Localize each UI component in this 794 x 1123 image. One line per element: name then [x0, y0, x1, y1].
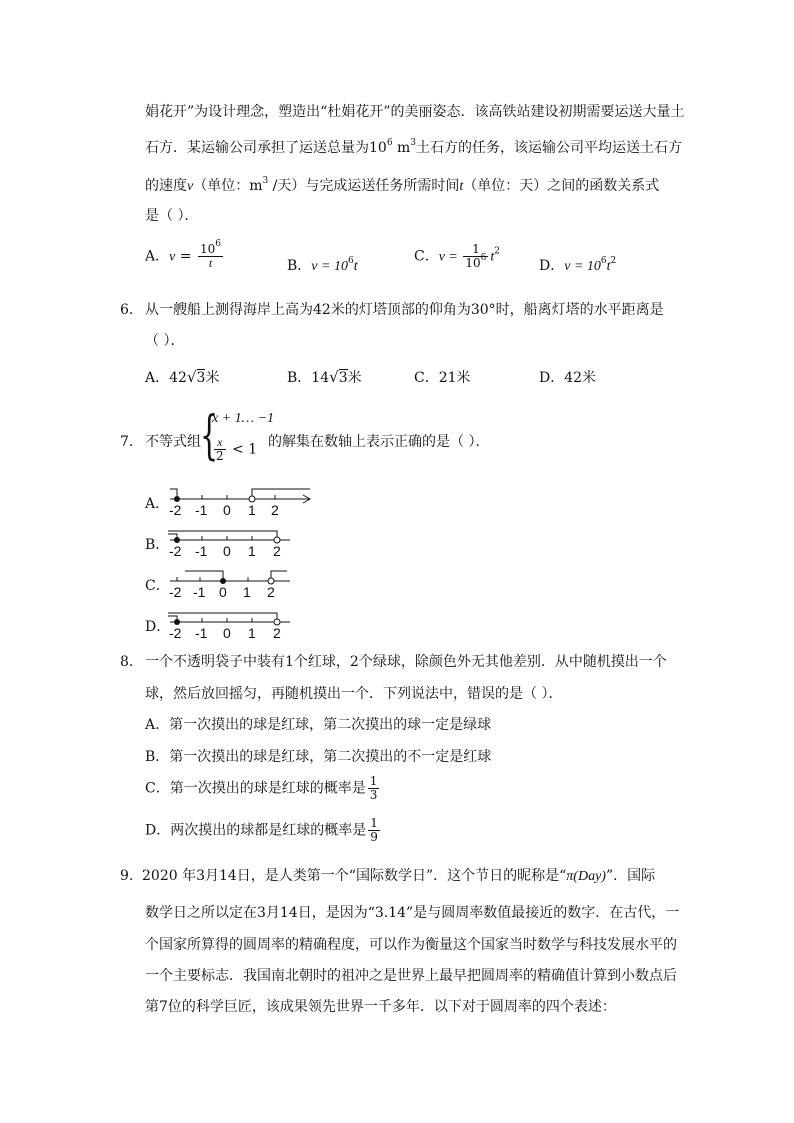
- svg-text:2: 2: [273, 625, 281, 641]
- svg-text:-2: -2: [169, 584, 182, 600]
- q5-option-d[interactable]: D．$v = 10^6t^2$: [539, 256, 617, 274]
- option-label: D．: [145, 619, 171, 635]
- svg-text:1: 1: [248, 502, 256, 518]
- q6-number: 6.: [120, 302, 134, 318]
- svg-text:-1: -1: [195, 502, 208, 518]
- svg-text:0: 0: [223, 502, 231, 518]
- q8-option-a[interactable]: A．第一次摸出的球是红球，第二次摸出的球一定是绿球: [145, 717, 492, 733]
- svg-text:1: 1: [243, 584, 251, 600]
- q9-line-5: 第7位的科学巨匠，该成果领先世界一千多年．以下对于圆周率的四个表述：: [145, 999, 616, 1015]
- q6-option-d[interactable]: D．42米: [539, 370, 597, 386]
- q5-line-4: 是（ ）．: [145, 208, 199, 224]
- svg-text:1: 1: [248, 543, 256, 559]
- q6-option-a[interactable]: A．42√3米: [145, 368, 220, 386]
- svg-text:1: 1: [248, 625, 256, 641]
- svg-text:-2: -2: [169, 543, 182, 559]
- svg-text:0: 0: [219, 584, 227, 600]
- q8-line-2: 球，然后放回摇匀，再随机摸出一个．下列说法中，错误的是（ ）．: [145, 686, 563, 702]
- number-line-b: [165, 528, 325, 560]
- q7-inequality-1: x + 1… −1: [212, 411, 275, 426]
- brace-symbol: {: [200, 406, 219, 466]
- q5-line-1: 娟花开”为设计理念，塑造出“杜娟花开”的美丽姿态．该高铁站建设初期需要运送大量土: [145, 104, 685, 120]
- svg-text:-1: -1: [193, 584, 206, 600]
- svg-text:-2: -2: [169, 502, 182, 518]
- q9-line-2: 数学日之所以定在3月14日，是因为“3.14”是与圆周率数值最接近的数字．在古代，一: [145, 905, 680, 921]
- q8-option-d[interactable]: D．两次摸出的球都是红球的概率是 $\frac{1}{9}$: [145, 816, 378, 844]
- option-label: B．: [145, 537, 170, 553]
- q8-option-b[interactable]: B．第一次摸出的球是红球，第二次摸出的不一定是红球: [145, 749, 492, 765]
- q7-intro: 不等式组: [145, 434, 201, 450]
- q6-option-b[interactable]: B．14√3米: [287, 368, 362, 386]
- q5-line-2: 石方．某运输公司承担了运送总量为$10^6$ $m^3$土石方的任务，该运输公司平均运送土石方: [145, 138, 683, 156]
- number-line-c: [165, 569, 325, 601]
- q6-line-2: （ ）．: [145, 333, 185, 349]
- q5-option-a[interactable]: A．v = $\frac{10^6}{t}$: [145, 239, 221, 270]
- svg-text:-1: -1: [195, 625, 208, 641]
- svg-text:2: 2: [271, 502, 279, 518]
- q7-inequality-system: [200, 406, 275, 470]
- q5-option-c[interactable]: C．v = $\frac{1}{10^6}$ $t^2$: [414, 242, 501, 270]
- q8-option-c[interactable]: C．第一次摸出的球是红球的概率是 $\frac{1}{3}$: [145, 774, 378, 802]
- number-line-a: [165, 487, 325, 519]
- q7-number: 7.: [120, 434, 134, 450]
- svg-text:-2: -2: [169, 625, 182, 641]
- q9-line-3: 个国家所算得的圆周率的精确程度，可以作为衡量这个国家当时数学与科技发展水平的: [145, 937, 677, 953]
- q6-line-1: 从一艘船上测得海岸上高为42米的灯塔顶部的仰角为30°时，船离灯塔的水平距离是: [145, 302, 664, 318]
- q8-line-1: 一个不透明袋子中装有1个红球，2个绿球，除颜色外无其他差别．从中随机摸出一个: [145, 654, 667, 670]
- svg-text:0: 0: [223, 543, 231, 559]
- svg-text:2: 2: [267, 584, 275, 600]
- q9-number: 9.: [120, 868, 134, 884]
- svg-text:-1: -1: [195, 543, 208, 559]
- option-label: C．: [145, 578, 170, 594]
- svg-text:0: 0: [223, 625, 231, 641]
- q9-line-1: 2020 年3月14日，是人类第一个“国际数学日”．这个节日的昵称是“π(Day)”．国际: [142, 868, 656, 884]
- svg-text:2: 2: [273, 543, 281, 559]
- q9-line-4: 一个主要标志．我国南北朝时的祖冲之是世界上最早把圆周率的精确值计算到小数点后: [145, 968, 677, 984]
- option-label: A．: [145, 496, 170, 512]
- q5-option-b[interactable]: B．$v = 10^6t$: [287, 256, 358, 274]
- q8-number: 8.: [120, 654, 134, 670]
- q5-line-3: 的速度v（单位：$m^3$ /天）与完成运送任务所需时间t（单位：天）之间的函数关系式: [145, 176, 660, 194]
- q7-inequality-2: $\frac{x}{2}$ < 1: [216, 435, 258, 463]
- q7-tail: 的解集在数轴上表示正确的是（ ）．: [268, 434, 490, 450]
- q6-option-c[interactable]: C．21米: [414, 370, 471, 386]
- number-line-d: [165, 610, 325, 642]
